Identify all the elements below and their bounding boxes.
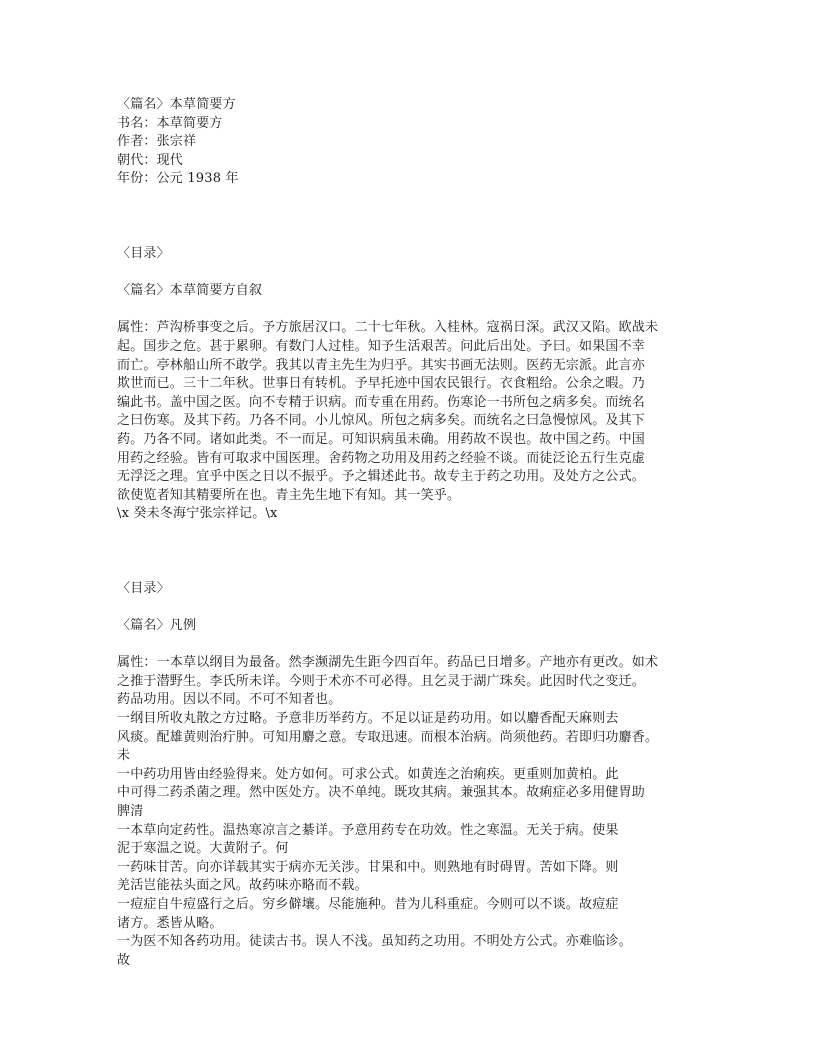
- body-line: 未: [117, 748, 131, 764]
- body-line: 欺世而已。三十二年秋。世事日有转机。予早托迹中国农民银行。衣食粗给。公余之暇。乃: [117, 376, 646, 392]
- author-line: 作者：张宗祥: [117, 134, 197, 150]
- toc-label: 〈目录〉: [117, 580, 170, 596]
- year-line: 年份：公元 1938 年: [117, 171, 239, 187]
- book-metadata: [117, 96, 707, 189]
- dynasty-line: 朝代：现代: [117, 152, 184, 168]
- spacer: [117, 264, 707, 283]
- section-body: [117, 319, 707, 524]
- signature-line: \x 癸未冬海宁张宗祥记。\x: [117, 506, 278, 522]
- body-line: 药。乃各不同。诸如此类。不一而足。可知识病虽未确。用药故不误也。故中国之药。中国: [117, 431, 646, 447]
- body-line: 之推于潜野生。李氏所未详。今则于术亦不可必得。且乞灵于湖广珠矣。此因时代之变迁。: [117, 673, 646, 689]
- body-line: 属性：一本草以纲目为最备。然李濒湖先生距今四百年。药品已日增多。产地亦有更改。如术: [117, 655, 659, 671]
- body-line: 中可得二药杀菌之理。然中医处方。决不单纯。既攻其病。兼强其本。故痢症必多用健胃助: [117, 785, 646, 801]
- body-line: 一纲目所收丸散之方过略。予意非历举药方。不足以证是药功用。如以麝香配天麻则去: [117, 711, 619, 727]
- section-preface: [117, 245, 707, 524]
- section-title: 〈篇名〉本草简要方自叙: [117, 283, 263, 299]
- body-line: 无浮泛之理。宜乎中医之日以不振乎。予之辑述此书。故专主于药之功用。及处方之公式。: [117, 469, 646, 485]
- body-line: 羌活岂能祛头面之风。故药味亦略而不载。: [117, 878, 368, 894]
- body-line: 一为医不知各药功用。徒读古书。误人不浅。虽知药之功用。不明处方公式。亦难临诊。: [117, 934, 632, 950]
- body-line: 一药味甘苦。向亦详载其实于病亦无关涉。甘果和中。则熟地有时碍胃。苦如下降。则: [117, 859, 619, 875]
- spacer: [117, 301, 707, 320]
- body-line: 一本草向定药性。温热寒凉言之綦详。予意用药专在功效。性之寒温。无关于病。使果: [117, 822, 619, 838]
- book-title-line: 书名：本草简要方: [117, 115, 223, 131]
- body-line: 一中药功用皆由经验得来。处方如何。可求公式。如黄连之治痢疾。更重则加黄柏。此: [117, 766, 619, 782]
- spacer: [117, 189, 707, 245]
- document-page: [117, 96, 707, 970]
- body-line: 泥于寒温之说。大黄附子。何: [117, 841, 289, 857]
- body-line: 用药之经验。皆有可取求中国医理。舍药物之功用及用药之经验不谈。而徒泛论五行生克虚: [117, 450, 646, 466]
- spacer: [117, 524, 707, 580]
- chapter-name-line: 〈篇名〉本草简要方: [117, 97, 236, 112]
- body-line: 故: [117, 952, 131, 968]
- body-line: 诸方。悉皆从略。: [117, 915, 223, 931]
- body-line: 脾清: [117, 804, 144, 819]
- body-line: 欲使览者知其精要所在也。青主先生地下有知。其一笑乎。: [117, 487, 461, 503]
- toc-label: 〈目录〉: [117, 245, 170, 261]
- body-line: 风痰。配雄黄则治疔肿。可知用麝之意。专取迅速。而根本治病。尚须他药。若即归功麝香。: [117, 729, 659, 745]
- body-line: 编此书。盖中国之医。向不专精于识病。而专重在用药。伤寒论一书所包之病多矣。而统名: [117, 394, 646, 410]
- section-body: [117, 654, 707, 970]
- section-title: 〈篇名〉凡例: [117, 618, 197, 634]
- spacer: [117, 636, 707, 655]
- body-line: 之曰伤寒。及其下药。乃各不同。小儿惊风。所包之病多矣。而统名之曰急慢惊风。及其下: [117, 413, 646, 429]
- body-line: 而亡。亭林船山所不敢学。我其以青主先生为归乎。其实书画无法则。医药无宗派。此言亦: [117, 357, 646, 373]
- spacer: [117, 598, 707, 617]
- section-general-rules: [117, 580, 707, 970]
- body-line: 药品功用。因以不同。不可不知者也。: [117, 692, 342, 708]
- body-line: 起。国步之危。甚于累卵。有数门人过桂。知予生活艰苦。问此后出处。予曰。如果国不幸: [117, 338, 646, 354]
- body-line: 一痘症自牛痘盛行之后。穷乡僻壤。尽能施种。昔为儿科重症。今则可以不谈。故痘症: [117, 896, 619, 912]
- body-line: 属性：芦沟桥事变之后。予方旅居汉口。二十七年秋。入桂林。寇祸日深。武汉又陷。欧战未: [117, 320, 659, 336]
